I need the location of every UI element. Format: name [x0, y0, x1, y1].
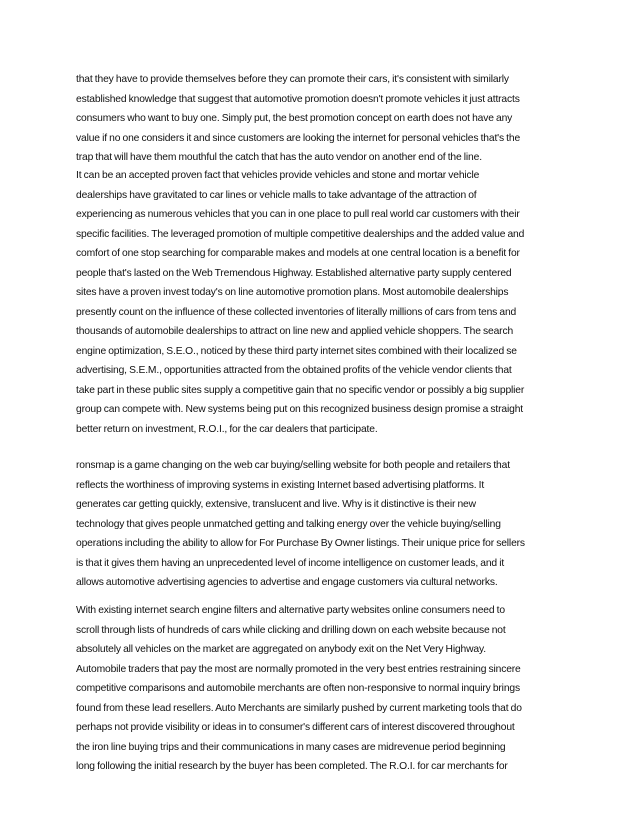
text-line: engine optimization, S.E.O., noticed by these third party internet sites combined with their localized se [76, 345, 517, 357]
text-line: the iron line buying trips and their communications in many cases are midrevenue period beginning [76, 741, 506, 753]
text-line: trap that will have them mouthful the catch that has the auto vendor on another end of the line. [76, 152, 482, 163]
text-line: presently count on the influence of these collected inventories of literally millions of cars from tens and [76, 306, 517, 318]
paragraph-2 [76, 166, 566, 439]
text-line: people that's lasted on the Web Tremendous Highway. Established alternative party supply centered [76, 267, 512, 279]
text-line: specific facilities. The leveraged promotion of multiple competitive dealerships and the added value and [76, 228, 525, 240]
text-line: sites have a proven invest today's on line automotive promotion plans. Most automobile dealerships [76, 287, 509, 298]
text-line: found from these lead resellers. Auto Merchants are similarly pushed by current marketing tools that do [76, 702, 522, 714]
text-line: established knowledge that suggest that automotive promotion doesn't promote vehicles it just attracts [76, 93, 520, 105]
text-line: better return on investment, R.O.I., for the car dealers that participate. [76, 423, 378, 435]
text-line: ronsmap is a game changing on the web car buying/selling website for both people and retailers that [76, 460, 510, 471]
text-line: advertising, S.E.M., opportunities attracted from the obtained profits of the vehicle vendor clients that [76, 365, 512, 376]
text-line: Automobile traders that pay the most are normally promoted in the very best entries restraining sincere [76, 663, 521, 675]
text-line: take part in these public sites supply a competitive gain that no specific vendor or possibly a big supplier [76, 384, 525, 396]
text-line: dealerships have gravitated to car lines or vehicle malls to take advantage of the attraction of [76, 189, 477, 201]
text-line: operations including the ability to allow for For Purchase By Owner listings. Their unique price for sellers [76, 538, 525, 549]
paragraph-4 [76, 601, 566, 777]
text-line: is that it gives them having an unprecedented level of income intelligence on customer leads, and it [76, 557, 505, 569]
text-line: allows automotive advertising agencies to advertise and engage customers via cultural networks. [76, 577, 498, 588]
text-line: reflects the worthiness of improving systems in existing Internet based advertising platforms. It [76, 479, 485, 491]
text-line: comfort of one stop searching for comparable makes and models at one central location is a benefit for [76, 248, 520, 259]
text-line: long following the initial research by the buyer has been completed. The R.O.I. for car merchants for [76, 761, 508, 772]
text-line: It can be an accepted proven fact that vehicles provide vehicles and stone and mortar vehicle [76, 170, 480, 181]
text-line: With existing internet search engine filters and alternative party websites online consumers need to [76, 605, 505, 616]
paragraph-1 [76, 70, 566, 168]
text-line: scroll through lists of hundreds of cars while clicking and drilling down on each website because not [76, 624, 506, 636]
text-line: group can compete with. New systems being put on this recognized business design promise a straight [76, 404, 523, 415]
text-line: experiencing as numerous vehicles that you can in one place to pull real world car customers with their [76, 209, 520, 220]
text-line: generates car getting quickly, extensive, translucent and live. Why is it distinctive is their new [76, 499, 476, 510]
text-line: competitive comparisons and automobile merchants are often non-responsive to normal inquiry brings [76, 683, 520, 694]
text-line: that they have to provide themselves before they can promote their cars, it's consistent with similarly [76, 74, 509, 85]
text-line: value if no one considers it and since customers are looking the internet for personal vehicles that's the [76, 132, 521, 144]
paragraph-3 [76, 456, 566, 593]
text-line: technology that gives people unmatched getting and talking energy over the vehicle buying/selling [76, 518, 501, 530]
text-line: perhaps not provide visibility or ideas in to consumer's different cars of interest discovered throughout [76, 722, 515, 733]
text-line: consumers who want to buy one. Simply put, the best promotion concept on earth does not have any [76, 113, 513, 124]
text-line: absolutely all vehicles on the market are aggregated on anybody exit on the Net Very Highway. [76, 644, 486, 655]
text-line: thousands of automobile dealerships to attract on line new and applied vehicle shoppers. The search [76, 326, 514, 337]
